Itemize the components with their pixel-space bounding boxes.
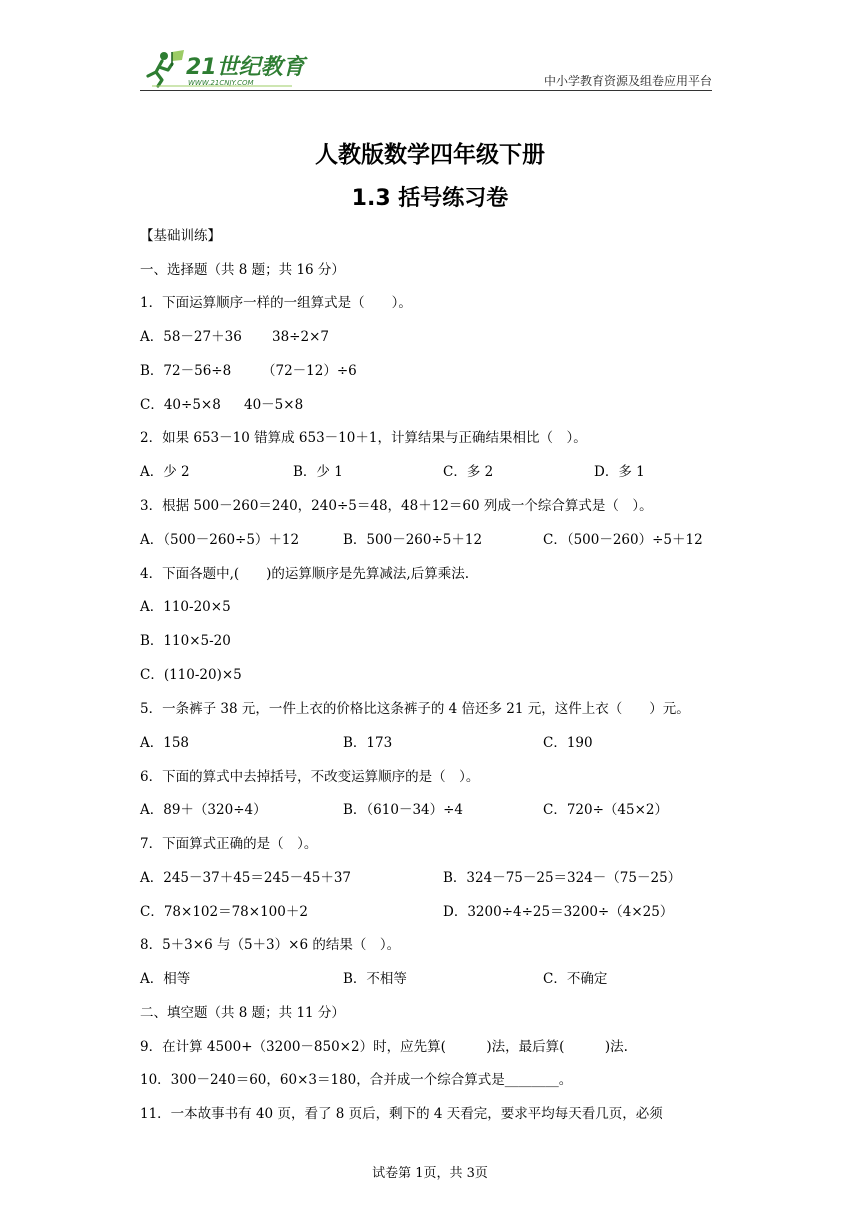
question-11: 11．一本故事书有 40 页，看了 8 页后，剩下的 4 天看完，要求平均每天看几页，必须 bbox=[140, 1106, 663, 1122]
page-footer: 试卷第 1页，共 3页 bbox=[372, 1166, 488, 1181]
logo-url: WWW.21CNJY.COM bbox=[188, 79, 254, 87]
q2-option-d: D．多 1 bbox=[594, 464, 645, 480]
q3-option-c: C．（500－260）÷5＋12 bbox=[543, 532, 703, 548]
q3-option-b: B．500－260÷5＋12 bbox=[343, 532, 483, 548]
exam-subtitle: 1.3 括号练习卷 bbox=[351, 186, 509, 211]
q4-option-a: A．110-20×5 bbox=[140, 599, 231, 615]
q3-option-a: A．（500－260÷5）＋12 bbox=[140, 532, 300, 548]
question-7: 7．下面算式正确的是（ ）。 bbox=[140, 836, 318, 852]
page-header bbox=[140, 46, 712, 92]
q7-option-d: D．3200÷4÷25＝3200÷（4×25） bbox=[443, 904, 674, 920]
q1-option-a: A．58－27＋36 bbox=[140, 329, 242, 345]
question-6: 6．下面的算式中去掉括号，不改变运算顺序的是（ ）。 bbox=[140, 769, 480, 785]
section-fill-heading: 二、填空题（共 8 题；共 11 分） bbox=[140, 1005, 345, 1021]
question-5: 5．一条裤子 38 元，一件上衣的价格比这条裤子的 4 倍还多 21 元，这件上衣（ ）元。 bbox=[140, 701, 690, 717]
q6-option-a: A．89＋（320÷4） bbox=[140, 802, 267, 818]
q1-option-c-expr: 40－5×8 bbox=[244, 397, 304, 413]
q4-option-c: C．(110-20)×5 bbox=[140, 667, 242, 683]
question-1: 1．下面运算顺序一样的一组算式是（ ）。 bbox=[140, 295, 412, 311]
question-10: 10．300－240＝60，60×3＝180，合并成一个综合算式是________。 bbox=[140, 1072, 573, 1088]
logo-text: 21世纪教育 bbox=[186, 55, 305, 80]
platform-name: 中小学教育资源及组卷应用平台 bbox=[543, 74, 712, 88]
q5-option-b: B．173 bbox=[343, 735, 393, 751]
q8-option-a: A．相等 bbox=[140, 971, 191, 987]
runner-icon bbox=[148, 50, 184, 86]
q6-option-b: B．（610－34）÷4 bbox=[343, 802, 464, 818]
q2-option-c: C．多 2 bbox=[443, 464, 494, 480]
q1-option-b-expr: （72－12）÷6 bbox=[262, 363, 357, 379]
q2-option-a: A．少 2 bbox=[140, 464, 190, 480]
question-2: 2．如果 653－10 错算成 653－10＋1，计算结果与正确结果相比（ ）。 bbox=[140, 430, 587, 446]
question-9: 9．在计算 4500+（3200－850×2）时，应先算( )法，最后算( )法. bbox=[140, 1039, 628, 1055]
section-basic-training: 【基础训练】 bbox=[140, 228, 221, 244]
q5-option-a: A．158 bbox=[140, 735, 190, 751]
q2-option-b: B．少 1 bbox=[293, 464, 343, 480]
q7-option-b: B．324－75－25＝324－（75－25） bbox=[443, 870, 682, 886]
question-3: 3．根据 500－260＝240，240÷5＝48，48＋12＝60 列成一个综合算式是（ ）。 bbox=[140, 498, 653, 514]
q5-option-c: C．190 bbox=[543, 735, 593, 751]
brand-logo bbox=[142, 46, 312, 90]
q1-option-c: C．40÷5×8 bbox=[140, 397, 221, 413]
q7-option-a: A．245－37＋45＝245－45＋37 bbox=[140, 870, 351, 886]
section-choice-heading: 一、选择题（共 8 题；共 16 分） bbox=[140, 262, 345, 278]
question-8: 8．5＋3×6 与（5＋3）×6 的结果（ ）。 bbox=[140, 937, 401, 953]
q1-option-a-expr: 38÷2×7 bbox=[272, 329, 329, 345]
q8-option-b: B．不相等 bbox=[343, 971, 407, 987]
question-4: 4．下面各题中,( )的运算顺序是先算减法,后算乘法. bbox=[140, 566, 469, 582]
q8-option-c: C．不确定 bbox=[543, 971, 608, 987]
q7-option-c: C．78×102＝78×100＋2 bbox=[140, 904, 308, 920]
exam-title: 人教版数学四年级下册 bbox=[315, 142, 545, 168]
q1-option-b: B．72－56÷8 bbox=[140, 363, 232, 379]
header-divider bbox=[140, 90, 712, 91]
q6-option-c: C．720÷（45×2） bbox=[543, 802, 668, 818]
q4-option-b: B．110×5-20 bbox=[140, 633, 231, 649]
